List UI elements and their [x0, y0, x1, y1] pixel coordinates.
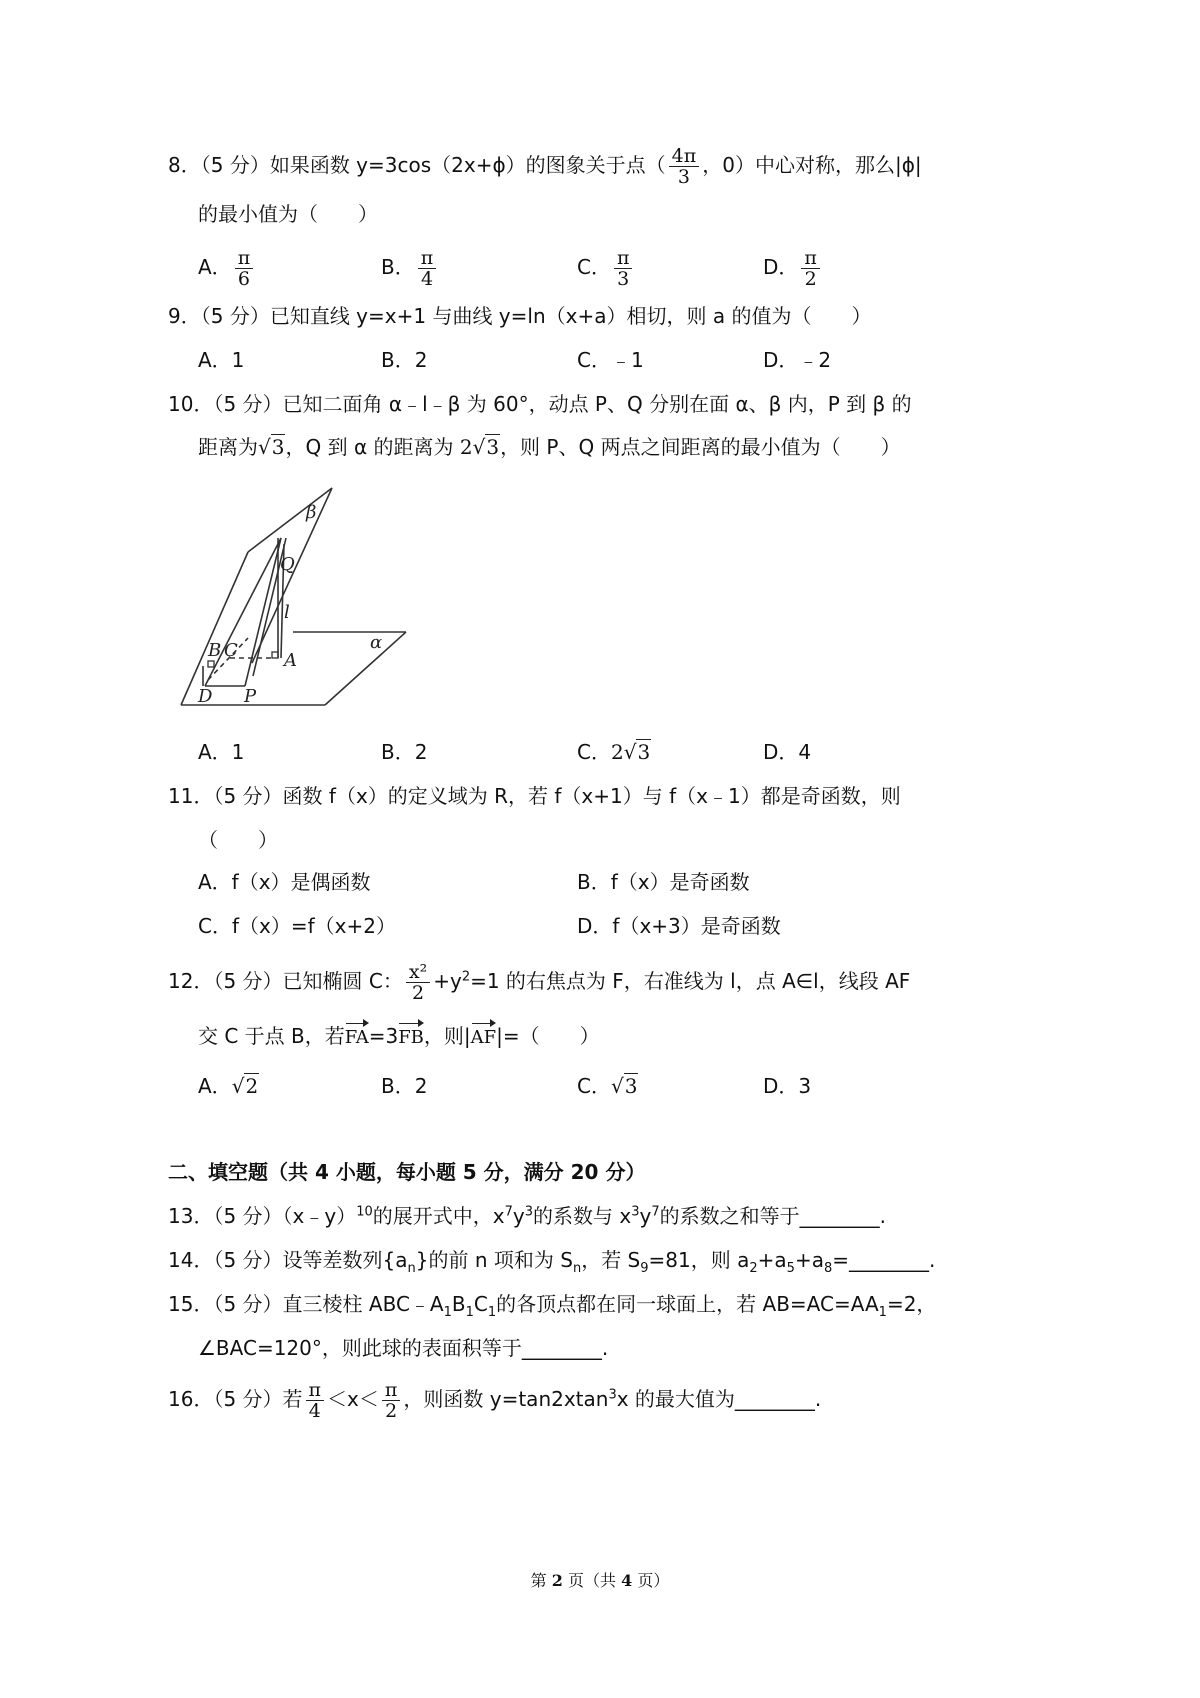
label-c: C: [224, 640, 238, 661]
q12-option-b: B．2: [381, 1074, 428, 1098]
page-total: 4: [621, 1571, 633, 1590]
q10-option-d: D．4: [763, 740, 812, 764]
q8-fraction: $\frac{4\pi}{3}$: [669, 146, 700, 187]
q11-line1: 11．（5 分）函数 f（x）的定义域为 R，若 f（x+1）与 f（x﹣1）都是奇函数，则: [168, 784, 901, 808]
page-footer: 第 2 页（共 4 页）: [530, 1571, 670, 1590]
q8-text-a: 如果函数 y=3cos（2x+ϕ）的图象关于点（: [269, 153, 666, 177]
label-q: Q: [280, 554, 295, 575]
q8-number: 8．: [168, 153, 201, 177]
page-number: 2: [551, 1571, 563, 1590]
q10-dihedral-figure: [160, 480, 420, 720]
q11-option-c: C．f（x）=f（x+2）: [198, 914, 396, 938]
q8-line2: 的最小值为（ ）: [198, 202, 378, 226]
q10-option-b: B．2: [381, 740, 428, 764]
section2-title: 二、填空题（共 4 小题，每小题 5 分，满分 20 分）: [168, 1160, 646, 1184]
q8-points: （5 分）: [200, 153, 270, 177]
vector-fa: FA: [345, 1024, 369, 1052]
q16-fraction-2: $\frac{\pi}{2}$: [382, 1380, 401, 1421]
q9-line1: 9．（5 分）已知直线 y=x+1 与曲线 y=ln（x+a）相切，则 a 的值为（ ）: [168, 304, 872, 328]
label-p: P: [244, 686, 257, 707]
vector-af: AF: [471, 1024, 497, 1052]
q10-2sqrt-3: 2√3: [459, 435, 500, 459]
q8-text-b: ，0）中心对称，那么|ϕ|: [702, 153, 922, 177]
q8-option-c: C． $\frac{\pi}{3}$: [577, 248, 635, 289]
q11-line2: （ ）: [198, 828, 278, 852]
q10-line1: 10．（5 分）已知二面角 α﹣l﹣β 为 60°，动点 P、Q 分别在面 α、β 内，P 到 β 的: [168, 392, 912, 416]
label-alpha: α: [370, 632, 383, 653]
label-d: D: [198, 686, 213, 707]
q13-line1: 13．（5 分）（x﹣y）$^{10}$的展开式中，$x^7y^3$的系数与 $x^3y^7$的系数之和等于________.: [168, 1204, 886, 1228]
q12-fraction: $\frac{\text{x²}}{2}$: [406, 962, 430, 1003]
q9-option-b: B．2: [381, 348, 428, 372]
q10-sqrt-3: √3: [258, 435, 285, 459]
label-beta: β: [306, 502, 317, 523]
q10-option-c: C．2√3: [577, 740, 651, 764]
q16-line1: 16．（5 分）若 $\frac{\pi}{4}$ ＜x＜ $\frac{\pi}{2}$ ，则函数 y=tan2xtan$^3$x 的最大值为________.: [168, 1379, 822, 1422]
q12-option-d: D．3: [763, 1074, 812, 1098]
q12-line1: 12．（5 分）已知椭圆 C： $\frac{\text{x²}}{2}$ $+y^2=1$ 的右焦点为 F，右准线为 l，点 A∈l，线段 AF: [168, 961, 911, 1004]
q16-fraction-1: $\frac{\pi}{4}$: [306, 1380, 325, 1421]
q9-option-d: D．﹣2: [763, 348, 832, 372]
q12-option-a: A．√2: [198, 1074, 259, 1098]
q8-line1: [168, 146, 922, 187]
label-b: B: [208, 640, 222, 661]
q11-option-d: D．f（x+3）是奇函数: [577, 914, 781, 938]
q8-option-b: B． $\frac{\pi}{4}$: [381, 248, 439, 289]
label-a: A: [284, 650, 297, 671]
q8-option-a: A． $\frac{\pi}{6}$: [198, 248, 256, 289]
q11-option-a: A．f（x）是偶函数: [198, 870, 371, 894]
q8-option-d: D． $\frac{\pi}{2}$: [763, 248, 823, 289]
label-l: l: [284, 602, 290, 623]
q12-option-c: C．√3: [577, 1074, 638, 1098]
q15-line2: ∠BAC=120°，则此球的表面积等于________.: [198, 1336, 609, 1360]
q11-option-b: B．f（x）是奇函数: [577, 870, 750, 894]
q10-line2: 距离为√3，Q 到 α 的距离为 2√3，则 P、Q 两点之间距离的最小值为（ ）: [198, 435, 901, 459]
q9-option-a: A．1: [198, 348, 245, 372]
vector-fb: FB: [398, 1024, 424, 1052]
q10-option-a: A．1: [198, 740, 245, 764]
q12-line2: 交 C 于点 B，若FA=3FB，则|AF|=（ ）: [198, 1022, 600, 1052]
q15-line1: 15．（5 分）直三棱柱 $ABC﹣A_1B_1C_1$的各顶点都在同一球面上，若 $AB=AC=AA_1=2$，: [168, 1292, 937, 1320]
q14-line1: 14．（5 分）设等差数列$\{a_n\}$的前 n 项和为 $S_n$，若 $S_9=81$，则 $a_2+a_5+a_8=\_\_\_\_\_\_\_\_$.: [168, 1248, 936, 1276]
q9-option-c: C．﹣1: [577, 348, 644, 372]
